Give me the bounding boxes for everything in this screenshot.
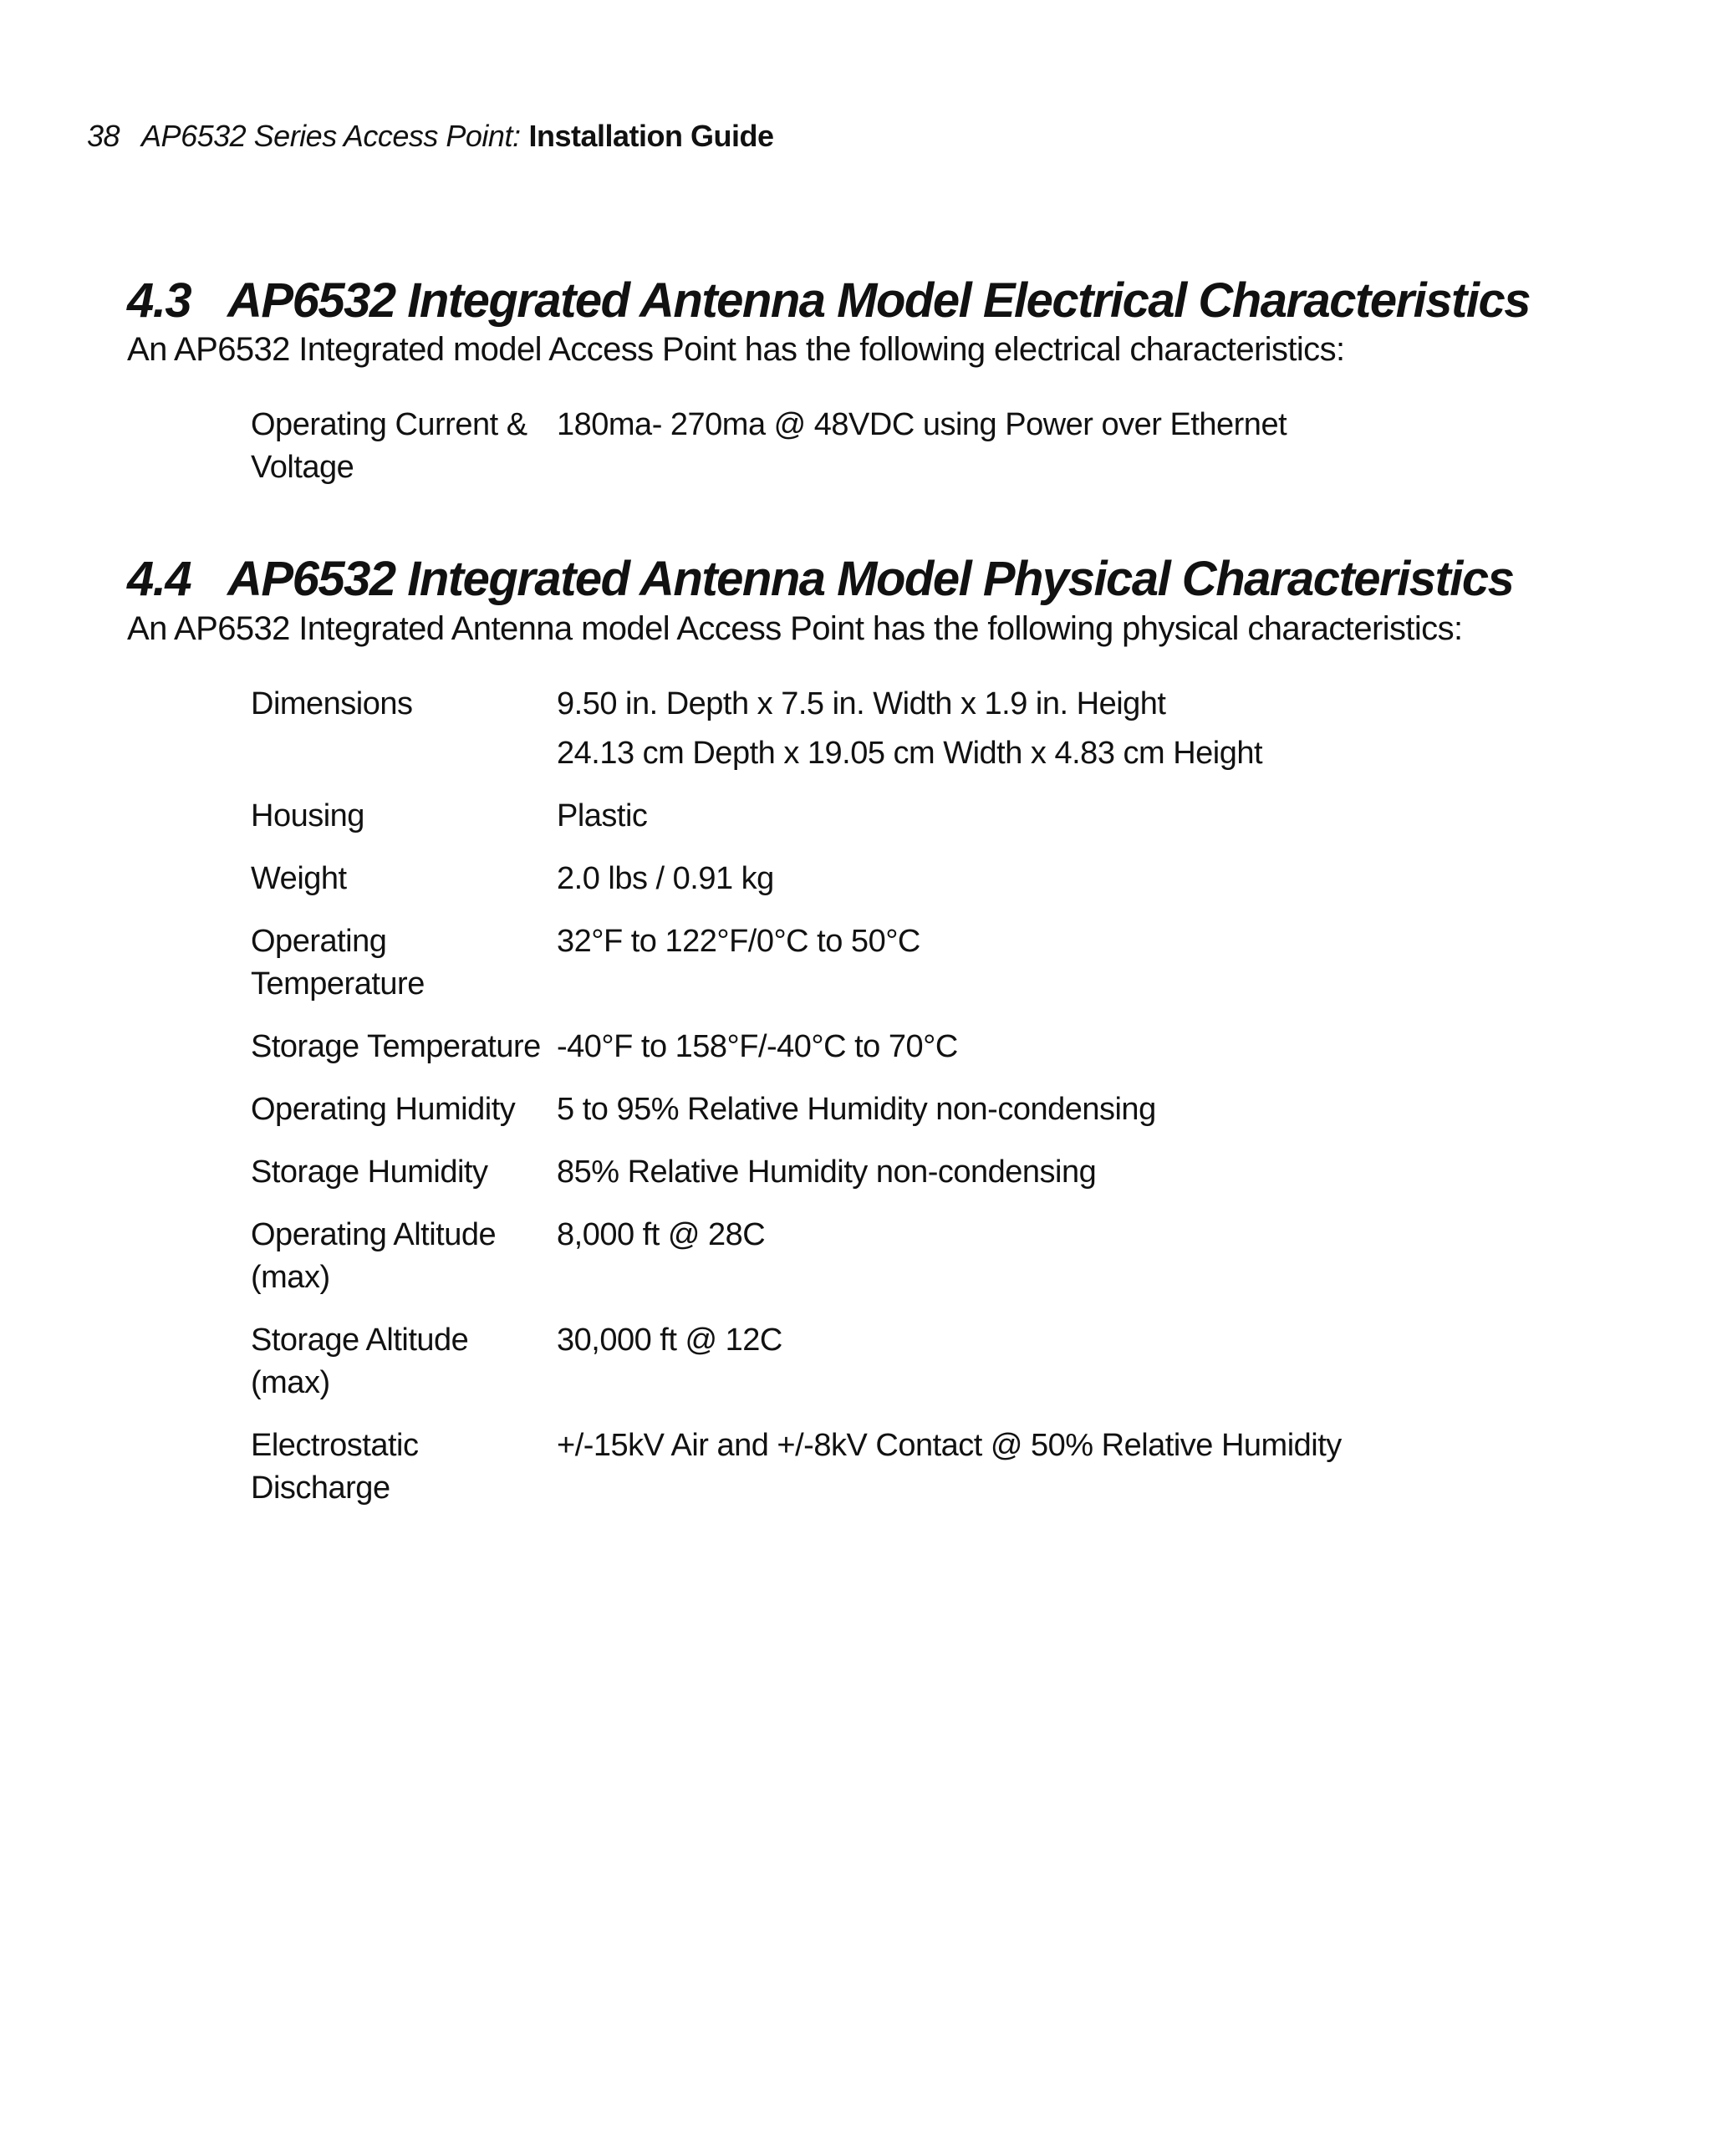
- spec-row: [251, 1151, 1421, 1194]
- spec-label: [251, 1214, 557, 1299]
- spec-values: [557, 1425, 1421, 1510]
- spec-row: [251, 1088, 1421, 1131]
- spec-row: [251, 1319, 1421, 1404]
- spec-value: Plastic: [557, 798, 648, 833]
- section-4-3-number: 4.3: [127, 273, 191, 328]
- spec-label-line: Housing: [251, 798, 364, 833]
- spec-value: 85% Relative Humidity non-condensing: [557, 1154, 1097, 1190]
- spec-label: [251, 1088, 557, 1131]
- spec-label-line: Voltage: [251, 450, 354, 485]
- spec-label: [251, 1151, 557, 1194]
- section-4-4-title: AP6532 Integrated Antenna Model Physical Characteristics: [227, 552, 1514, 606]
- spec-row: [251, 920, 1421, 1006]
- spec-label-line: Discharge: [251, 1470, 390, 1506]
- spec-label: [251, 683, 557, 775]
- spec-label-line: Temperature: [251, 966, 425, 1002]
- spec-label: [251, 1026, 557, 1068]
- spec-label: [251, 858, 557, 900]
- spec-value: 30,000 ft @ 12C: [557, 1323, 782, 1358]
- spec-label-line: Electrostatic: [251, 1428, 419, 1463]
- spec-value: 180ma- 270ma @ 48VDC using Power over Ethernet: [557, 407, 1287, 442]
- section-4-3-title: AP6532 Integrated Antenna Model Electrical Characteristics: [227, 273, 1530, 328]
- spec-row: [251, 1214, 1421, 1299]
- spec-values: [557, 920, 1421, 1006]
- spec-label: [251, 1425, 557, 1510]
- guide-title: Installation Guide: [528, 119, 774, 153]
- spec-label-line: Dimensions: [251, 686, 413, 721]
- spec-values: [557, 795, 1421, 838]
- section-4-4-heading: [127, 550, 1513, 609]
- spec-label-line: Operating: [251, 924, 387, 959]
- physical-spec-table: [251, 683, 1421, 1530]
- page-number: 38: [87, 119, 120, 153]
- spec-values: [557, 683, 1421, 775]
- spec-row: [251, 858, 1421, 900]
- spec-row: [251, 795, 1421, 838]
- spec-label: [251, 795, 557, 838]
- spec-values: [557, 1026, 1421, 1068]
- spec-values: [557, 404, 1421, 489]
- spec-label-line: Operating Altitude: [251, 1217, 497, 1252]
- section-4-4-number: 4.4: [127, 552, 191, 606]
- spec-row: [251, 683, 1421, 775]
- document-title: AP6532 Series Access Point:: [141, 119, 521, 153]
- spec-values: [557, 1088, 1421, 1131]
- section-4-4-intro: An AP6532 Integrated Antenna model Access Point has the following physical characteristics:: [127, 610, 1463, 647]
- spec-label-line: Storage Humidity: [251, 1154, 488, 1190]
- spec-value: -40°F to 158°F/-40°C to 70°C: [557, 1029, 958, 1064]
- spec-values: [557, 1214, 1421, 1299]
- spec-value: 24.13 cm Depth x 19.05 cm Width x 4.83 cm Height: [557, 736, 1263, 771]
- spec-value: 9.50 in. Depth x 7.5 in. Width x 1.9 in. Height: [557, 686, 1166, 721]
- spec-value: 32°F to 122°F/0°C to 50°C: [557, 924, 920, 959]
- spec-label-line: Storage Temperature: [251, 1029, 541, 1064]
- spec-row: [251, 1026, 1421, 1068]
- spec-row: [251, 404, 1421, 489]
- spec-label: [251, 1319, 557, 1404]
- section-4-3-heading: [127, 272, 1530, 330]
- section-4-3-intro: An AP6532 Integrated model Access Point has the following electrical characteristics:: [127, 331, 1345, 368]
- spec-label-line: Storage Altitude: [251, 1323, 469, 1358]
- spec-values: [557, 858, 1421, 900]
- running-header: [87, 117, 774, 155]
- spec-value: 8,000 ft @ 28C: [557, 1217, 766, 1252]
- electrical-spec-table: [251, 404, 1421, 509]
- spec-label-line: Operating Humidity: [251, 1092, 516, 1127]
- spec-value: 2.0 lbs / 0.91 kg: [557, 861, 774, 896]
- spec-values: [557, 1151, 1421, 1194]
- spec-values: [557, 1319, 1421, 1404]
- spec-value: +/-15kV Air and +/-8kV Contact @ 50% Relative Humidity: [557, 1428, 1342, 1463]
- spec-value: 5 to 95% Relative Humidity non-condensing: [557, 1092, 1156, 1127]
- spec-label: [251, 920, 557, 1006]
- spec-label: [251, 404, 557, 489]
- spec-label-line: Weight: [251, 861, 347, 896]
- spec-label-line: (max): [251, 1260, 330, 1295]
- spec-label-line: (max): [251, 1365, 330, 1400]
- spec-label-line: Operating Current &: [251, 407, 527, 442]
- spec-row: [251, 1425, 1421, 1510]
